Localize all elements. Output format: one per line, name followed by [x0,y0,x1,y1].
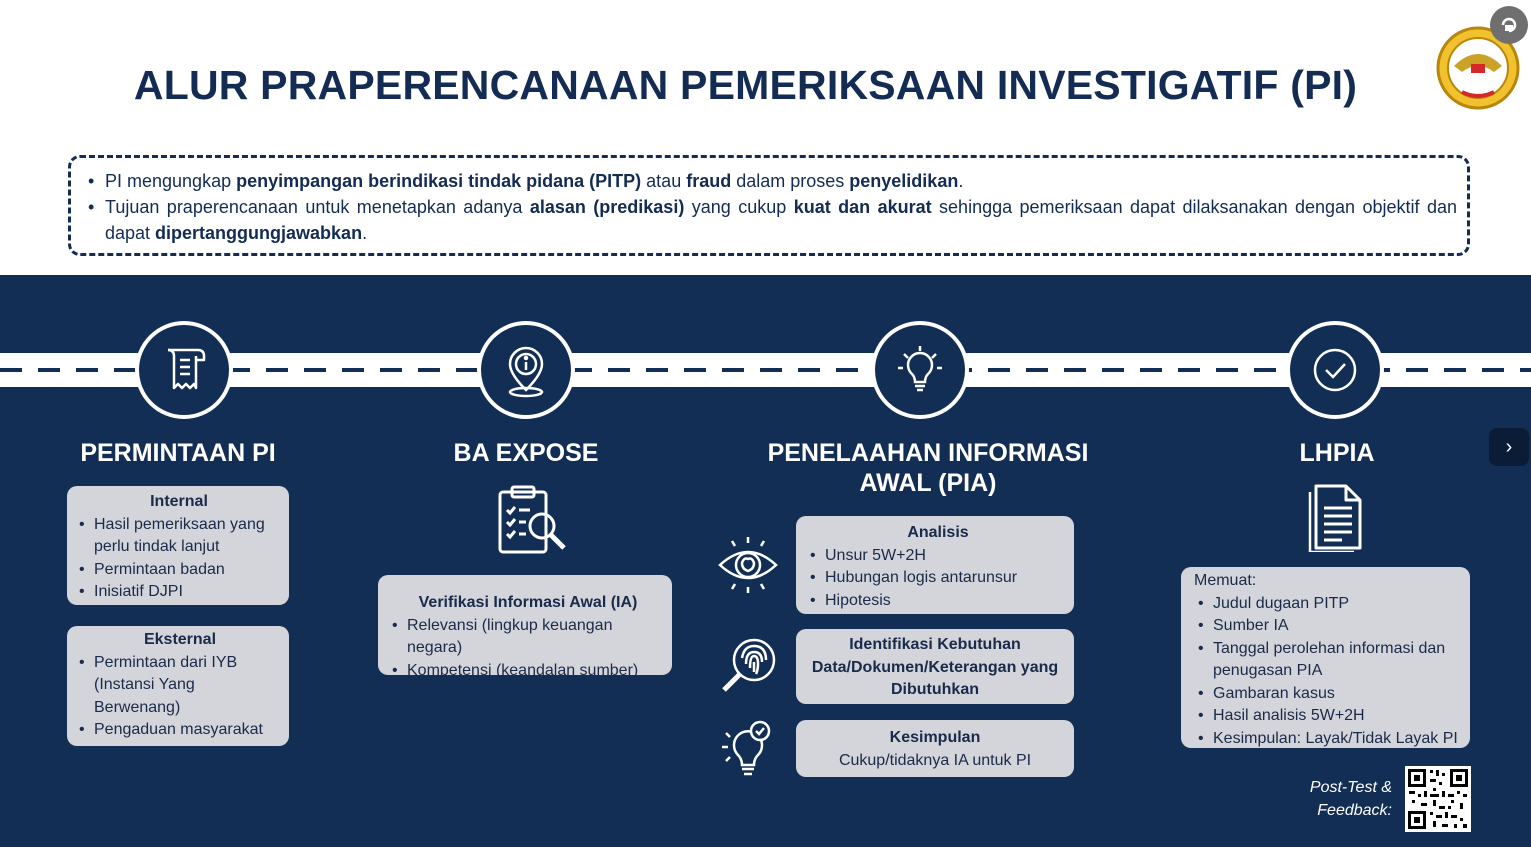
rotate-icon [1499,15,1519,35]
list-item: • Permintaan dari IYB (Instansi Yang Berwenang) [75,652,285,720]
lightbulb-check-icon [716,717,780,781]
next-slide-button[interactable] [1489,428,1529,466]
card-kesimpulan-text: Cukup/tidaknya IA untuk PI [838,751,1032,769]
heading-pia [738,438,1118,498]
eye-brain-icon [716,533,780,597]
receipt-icon [154,340,214,400]
posttest-line2: Feedback: [1317,802,1392,819]
intro-point-2: • Tujuan praperencanaan untuk menetapkan adanya alasan (predikasi) yang cukup kuat dan akurat sehingga pemeriksaan dapat dilaksanakan dengan objektif dan dapat dipertanggungjawabkan. [85,194,1457,246]
node-permintaan [135,321,233,419]
card-identifikasi-title: Identifikasi Kebutuhan Data/Dokumen/Keterangan yang Dibutuhkan [811,636,1059,698]
list-item: • Gambaran kasus [1194,683,1464,706]
list-item: • Relevansi (lingkup keuangan negara) [388,615,668,660]
card-kesimpulan-title: Kesimpulan [889,729,981,746]
info-location-icon [496,340,556,400]
card-eksternal [67,626,289,746]
intro-box [68,155,1470,256]
card-verifikasi-title: Verifikasi Informasi Awal (IA) [418,594,638,611]
chevron-right-icon: › [1505,435,1513,458]
card-internal-title: Internal [150,493,208,510]
list-item: • Sumber IA [1194,615,1464,638]
check-circle-icon [1305,340,1365,400]
card-analisis [796,516,1074,614]
card-lhpia-intro: Memuat: [1194,572,1257,589]
page-title: ALUR PRAPERENCANAAN PEMERIKSAAN INVESTIGATIF (PI) [133,62,1358,108]
heading-expose: BA EXPOSE [453,439,599,467]
list-item: • Unsur 5W+2H [806,545,1070,568]
heading-permintaan: PERMINTAAN PI [80,439,276,467]
fingerprint-search-icon [716,634,780,698]
list-item: • Hipotesis [806,590,1070,613]
card-verifikasi [378,575,672,679]
posttest-label [1290,776,1392,822]
heading-pia-line2: AWAL (PIA) [859,469,997,497]
document-icon [1306,478,1366,552]
card-analisis-title: Analisis [907,524,969,541]
lightbulb-icon [890,340,950,400]
list-item: • Judul dugaan PITP [1194,593,1464,616]
list-item: • Hasil analisis 5W+2H [1194,705,1464,728]
posttest-line1: Post-Test & [1309,779,1392,796]
qr-code[interactable] [1405,766,1471,832]
heading-pia-line1: PENELAAHAN INFORMASI [767,439,1089,467]
list-item: • Kesimpulan: Layak/Tidak Layak PI [1194,728,1464,751]
node-expose [477,321,575,419]
list-item: • Hasil pemeriksaan yang perlu tindak lanjut [75,514,283,559]
list-item: • Kompetensi (keandalan sumber) [388,660,668,683]
card-identifikasi [796,629,1074,704]
list-item: • Hubungan logis antarunsur [806,567,1070,590]
card-internal [67,486,289,605]
list-item: • Inisiatif DJPI [75,581,283,604]
clipboard-search-icon [494,484,570,556]
intro-point-1: • PI mengungkap penyimpangan berindikasi tindak pidana (PITP) atau fraud dalam proses penyelidikan. [85,168,1457,194]
node-pia [871,321,969,419]
rotate-button[interactable] [1490,6,1528,44]
list-item: • Permintaan badan [75,559,283,582]
list-item: • Pengaduan masyarakat [75,719,285,742]
heading-lhpia: LHPIA [1299,439,1375,467]
card-eksternal-title: Eksternal [143,631,217,648]
list-item: • Tanggal perolehan informasi dan penugasan PIA [1194,638,1464,683]
card-kesimpulan [796,720,1074,777]
card-lhpia [1181,567,1470,748]
node-lhpia [1286,321,1384,419]
